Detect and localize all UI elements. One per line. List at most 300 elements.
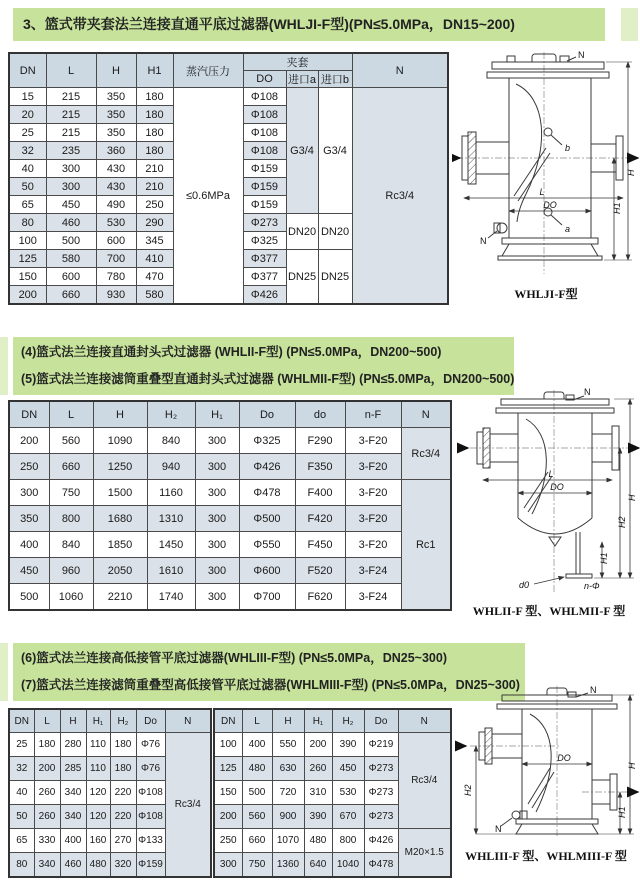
spec-table-whlii bbox=[8, 400, 452, 611]
table-cell: F450 bbox=[295, 532, 345, 558]
table-cell: 500 bbox=[242, 781, 272, 805]
table-cell: 390 bbox=[332, 733, 364, 757]
table-header-cell: DN bbox=[9, 709, 34, 733]
label-h: H bbox=[627, 494, 637, 501]
table-cell: 3-F24 bbox=[345, 558, 401, 584]
label-h: H bbox=[626, 169, 636, 176]
figure-caption: WHLIII-F 型、WHLMIII-F 型 bbox=[465, 849, 627, 863]
table-cell: 15 bbox=[9, 88, 46, 106]
table-cell: 750 bbox=[49, 480, 93, 506]
section-1-right-accent bbox=[621, 8, 638, 41]
table-cell: 600 bbox=[46, 268, 96, 286]
table-cell: 260 bbox=[34, 805, 60, 829]
table-cell: 630 bbox=[272, 757, 304, 781]
figure-caption: WHLII-F 型、WHLMII-F 型 bbox=[472, 604, 626, 618]
table-cell: 350 bbox=[96, 124, 136, 142]
table-cell: DN25 bbox=[286, 250, 318, 305]
table-cell: 200 bbox=[9, 286, 46, 305]
table-cell: 2050 bbox=[93, 558, 147, 584]
table-cell: 1310 bbox=[147, 506, 195, 532]
table-cell: 150 bbox=[9, 268, 46, 286]
table-header-cell: L bbox=[46, 53, 96, 88]
table-cell: 65 bbox=[9, 196, 46, 214]
table-cell: 310 bbox=[304, 781, 332, 805]
table-cell: 800 bbox=[332, 829, 364, 853]
table-cell: Φ108 bbox=[136, 781, 165, 805]
label-n-bottom: N bbox=[495, 824, 502, 834]
section-2-title bbox=[13, 337, 514, 395]
shell bbox=[518, 413, 592, 518]
table-cell: 600 bbox=[96, 232, 136, 250]
table-header-cell: 蒸汽压力 bbox=[173, 53, 243, 88]
cover-flange bbox=[492, 62, 604, 69]
table-cell: Φ325 bbox=[243, 232, 286, 250]
section-3-title bbox=[13, 643, 525, 701]
table-header-cell: L bbox=[49, 401, 93, 428]
table-cell: 480 bbox=[304, 829, 332, 853]
table-row bbox=[9, 428, 451, 454]
table-cell: 1250 bbox=[93, 454, 147, 480]
table-cell: Φ108 bbox=[243, 88, 286, 106]
title-line-5: (5)篮式法兰连接滤筒重叠型直通封头式过滤器 (WHLMII-F型) (PN≤5.0MPa，DN200~500) bbox=[21, 372, 515, 386]
table-cell: 180 bbox=[136, 124, 173, 142]
table-cell: 260 bbox=[34, 781, 60, 805]
table-cell: F400 bbox=[295, 480, 345, 506]
table-cell: 450 bbox=[9, 558, 49, 584]
table-cell: 300 bbox=[214, 853, 242, 878]
table-header-cell: H₁ bbox=[86, 709, 110, 733]
table-header-cell: DN bbox=[214, 709, 242, 733]
table-cell: 450 bbox=[332, 757, 364, 781]
table-cell: 20 bbox=[9, 106, 46, 124]
basket bbox=[516, 84, 545, 222]
table-cell: 220 bbox=[110, 805, 136, 829]
table-cell: 215 bbox=[46, 106, 96, 124]
table-cell: 3-F20 bbox=[345, 480, 401, 506]
label-l: L bbox=[539, 187, 545, 197]
label-a: a bbox=[565, 224, 571, 234]
table-cell: F520 bbox=[295, 558, 345, 584]
table-row bbox=[9, 506, 451, 532]
table-cell: 220 bbox=[110, 781, 136, 805]
table-cell: 32 bbox=[9, 142, 46, 160]
table-cell: 270 bbox=[110, 829, 136, 853]
table-cell: 180 bbox=[110, 733, 136, 757]
table-cell: Φ500 bbox=[239, 506, 295, 532]
table-cell: Φ426 bbox=[364, 829, 398, 853]
table-cell: 340 bbox=[60, 781, 86, 805]
table-cell: 200 bbox=[304, 733, 332, 757]
table-cell: 300 bbox=[195, 454, 239, 480]
table-cell: 160 bbox=[86, 829, 110, 853]
table-row bbox=[214, 709, 451, 733]
table-cell: 1040 bbox=[332, 853, 364, 878]
label-h1: H1 bbox=[617, 806, 627, 818]
table-cell: 200 bbox=[34, 757, 60, 781]
vessel-outline bbox=[477, 392, 619, 578]
table-cell: 410 bbox=[136, 250, 173, 268]
table-cell: 1680 bbox=[93, 506, 147, 532]
table-cell: 110 bbox=[86, 757, 110, 781]
table-cell: 285 bbox=[60, 757, 86, 781]
table-cell: Φ76 bbox=[136, 733, 165, 757]
table-cell: M20×1.5 bbox=[398, 829, 451, 878]
table-cell: Φ159 bbox=[243, 178, 286, 196]
table-cell: 340 bbox=[60, 805, 86, 829]
table-cell: Φ133 bbox=[136, 829, 165, 853]
table-cell: 340 bbox=[34, 853, 60, 878]
table-cell: 350 bbox=[96, 106, 136, 124]
table-header-cell: do bbox=[295, 401, 345, 428]
table-cell: 125 bbox=[9, 250, 46, 268]
table-cell: Φ700 bbox=[239, 584, 295, 611]
table-cell: Φ108 bbox=[243, 142, 286, 160]
table-header-cell: H₁ bbox=[304, 709, 332, 733]
table-cell: 210 bbox=[136, 178, 173, 196]
table-cell: Φ600 bbox=[239, 558, 295, 584]
table-cell: 400 bbox=[9, 532, 49, 558]
bottom-head bbox=[518, 518, 592, 534]
table-cell: 100 bbox=[214, 733, 242, 757]
table-cell: 50 bbox=[9, 805, 34, 829]
table-cell: Rc3/4 bbox=[165, 733, 211, 878]
figure-whlji-drawing bbox=[452, 46, 640, 282]
drain-plug bbox=[549, 537, 561, 546]
support-leg bbox=[576, 532, 580, 574]
table-cell: 500 bbox=[46, 232, 96, 250]
table-cell: 65 bbox=[9, 829, 34, 853]
table-cell: 110 bbox=[86, 733, 110, 757]
table-cell: 530 bbox=[96, 214, 136, 232]
table-cell: Rc3/4 bbox=[352, 88, 448, 305]
table-header-cell: H₂ bbox=[332, 709, 364, 733]
table-header-cell: L bbox=[242, 709, 272, 733]
section-2-left-accent bbox=[0, 337, 8, 395]
vessel-outline bbox=[462, 54, 623, 260]
label-d0: d0 bbox=[518, 580, 530, 590]
table-cell: Φ377 bbox=[243, 250, 286, 268]
table-cell: DN20 bbox=[286, 214, 318, 250]
table-cell: 120 bbox=[86, 805, 110, 829]
table-header-cell: H bbox=[60, 709, 86, 733]
table-cell: 120 bbox=[86, 781, 110, 805]
table-cell: Φ426 bbox=[239, 454, 295, 480]
table-cell: 100 bbox=[9, 232, 46, 250]
table-cell: 180 bbox=[34, 733, 60, 757]
table-cell: 400 bbox=[60, 829, 86, 853]
table-cell: 300 bbox=[9, 480, 49, 506]
table-cell: Φ219 bbox=[364, 733, 398, 757]
table-cell: 250 bbox=[136, 196, 173, 214]
table-cell: Φ159 bbox=[243, 160, 286, 178]
table-cell: 350 bbox=[96, 88, 136, 106]
table-cell: 3-F20 bbox=[345, 454, 401, 480]
table-cell: 80 bbox=[9, 853, 34, 878]
table-cell: Φ426 bbox=[243, 286, 286, 305]
table-cell: 1070 bbox=[272, 829, 304, 853]
table-header-cell: H bbox=[93, 401, 147, 428]
label-n-bottom: N bbox=[480, 236, 487, 246]
label-n-phi: n-Φ bbox=[584, 581, 600, 591]
table-cell: Φ273 bbox=[364, 781, 398, 805]
table-cell: 1610 bbox=[147, 558, 195, 584]
table-cell: Φ159 bbox=[243, 196, 286, 214]
table-cell: Φ108 bbox=[243, 106, 286, 124]
table-cell: 2210 bbox=[93, 584, 147, 611]
table-row bbox=[214, 829, 451, 853]
table-cell: 210 bbox=[136, 160, 173, 178]
table-row bbox=[9, 401, 451, 428]
table-cell: Φ273 bbox=[364, 805, 398, 829]
table-cell: F420 bbox=[295, 506, 345, 532]
table-header-cell: H bbox=[272, 709, 304, 733]
table-cell: 3-F20 bbox=[345, 428, 401, 454]
table-row bbox=[9, 558, 451, 584]
table-cell: F290 bbox=[295, 428, 345, 454]
table-cell: 430 bbox=[96, 160, 136, 178]
table-cell: 750 bbox=[242, 853, 272, 878]
dimension-lines bbox=[476, 695, 634, 834]
table-cell: 1740 bbox=[147, 584, 195, 611]
table-cell: 460 bbox=[46, 214, 96, 232]
figure-whlii-drawing bbox=[456, 386, 640, 600]
label-n-top: N bbox=[590, 685, 597, 695]
label-h2: H2 bbox=[617, 516, 627, 528]
table-cell: 250 bbox=[214, 829, 242, 853]
table-cell: Φ273 bbox=[243, 214, 286, 232]
table-cell: 720 bbox=[272, 781, 304, 805]
basket bbox=[530, 714, 551, 812]
table-cell: Φ478 bbox=[364, 853, 398, 878]
table-cell: Rc3/4 bbox=[401, 428, 451, 480]
table-row bbox=[9, 480, 451, 506]
table-cell: 300 bbox=[46, 178, 96, 196]
table-cell: 580 bbox=[46, 250, 96, 268]
table-cell: 930 bbox=[96, 286, 136, 305]
table-cell: 180 bbox=[136, 106, 173, 124]
spec-table-whliii-right bbox=[213, 708, 452, 878]
table-header-cell: DO bbox=[243, 71, 286, 88]
table-header-cell: N bbox=[398, 709, 451, 733]
table-cell: 3-F24 bbox=[345, 584, 401, 611]
table-cell: 300 bbox=[195, 506, 239, 532]
table-header-cell: N bbox=[401, 401, 451, 428]
table-cell: 400 bbox=[242, 733, 272, 757]
table-cell: 3-F20 bbox=[345, 506, 401, 532]
figure-caption: WHLJI-F型 bbox=[514, 287, 578, 301]
table-cell: 580 bbox=[136, 286, 173, 305]
table-cell: 660 bbox=[46, 286, 96, 305]
table-cell: 660 bbox=[49, 454, 93, 480]
table-cell: 1850 bbox=[93, 532, 147, 558]
table-cell: 390 bbox=[304, 805, 332, 829]
label-h: H bbox=[627, 762, 637, 769]
vessel-outline bbox=[479, 688, 617, 834]
table-cell: DN20 bbox=[318, 214, 352, 250]
table-header-cell: L bbox=[34, 709, 60, 733]
table-header-cell: H₁ bbox=[195, 401, 239, 428]
table-cell: F620 bbox=[295, 584, 345, 611]
table-cell: 300 bbox=[195, 584, 239, 611]
label-do: DO bbox=[550, 482, 564, 492]
label-h1: H1 bbox=[612, 202, 622, 214]
title-line-6: (6)篮式法兰连接高低接管平底过滤器(WHLIII-F型) (PN≤5.0MPa，DN25~300) bbox=[21, 651, 447, 665]
table-cell: Φ325 bbox=[239, 428, 295, 454]
table-cell: 350 bbox=[9, 506, 49, 532]
drain-fitting bbox=[497, 223, 507, 233]
label-h1: H1 bbox=[599, 552, 609, 564]
table-cell: 670 bbox=[332, 805, 364, 829]
table-cell: Φ273 bbox=[364, 757, 398, 781]
table-cell: 25 bbox=[9, 733, 34, 757]
table-cell: 960 bbox=[49, 558, 93, 584]
table-cell: 80 bbox=[9, 214, 46, 232]
table-cell: 235 bbox=[46, 142, 96, 160]
table-header-cell: H₂ bbox=[147, 401, 195, 428]
table-cell: 180 bbox=[110, 757, 136, 781]
table-cell: G3/4 bbox=[318, 88, 352, 214]
label-h2: H2 bbox=[463, 784, 473, 796]
table-cell: 25 bbox=[9, 124, 46, 142]
table-cell: 320 bbox=[110, 853, 136, 878]
table-cell: 150 bbox=[214, 781, 242, 805]
table-row bbox=[9, 53, 448, 71]
table-cell: 300 bbox=[195, 428, 239, 454]
table-cell: 940 bbox=[147, 454, 195, 480]
table-cell: 1090 bbox=[93, 428, 147, 454]
table-cell: 300 bbox=[195, 480, 239, 506]
table-cell: 1450 bbox=[147, 532, 195, 558]
table-header-cell: 夹套 bbox=[243, 53, 352, 71]
table-cell: 360 bbox=[96, 142, 136, 160]
table-cell: 300 bbox=[195, 558, 239, 584]
table-cell: 280 bbox=[60, 733, 86, 757]
table-cell: 660 bbox=[242, 829, 272, 853]
table-cell: 180 bbox=[136, 142, 173, 160]
table-cell: Φ478 bbox=[239, 480, 295, 506]
table-cell: 480 bbox=[86, 853, 110, 878]
table-cell: 330 bbox=[34, 829, 60, 853]
table-cell: Φ108 bbox=[136, 805, 165, 829]
table-cell: 300 bbox=[195, 532, 239, 558]
table-cell: 780 bbox=[96, 268, 136, 286]
table-cell: 300 bbox=[46, 160, 96, 178]
spec-table-whliii-left bbox=[8, 708, 212, 878]
table-cell: Rc3/4 bbox=[398, 733, 451, 829]
table-cell: Φ108 bbox=[243, 124, 286, 142]
table-cell: Rc1 bbox=[401, 480, 451, 611]
table-row bbox=[9, 733, 211, 757]
table-header-cell: N bbox=[165, 709, 211, 733]
table-cell: 215 bbox=[46, 88, 96, 106]
table-cell: Φ550 bbox=[239, 532, 295, 558]
table-header-cell: 进口a bbox=[286, 71, 318, 88]
table-cell: 200 bbox=[214, 805, 242, 829]
label-do: DO bbox=[543, 200, 557, 210]
table-header-cell: DN bbox=[9, 53, 46, 88]
table-cell: 460 bbox=[60, 853, 86, 878]
table-row bbox=[9, 584, 451, 611]
table-cell: 215 bbox=[46, 124, 96, 142]
table-cell: G3/4 bbox=[286, 88, 318, 214]
table-cell: ≤0.6MPa bbox=[173, 88, 243, 305]
table-cell: Φ76 bbox=[136, 757, 165, 781]
table-cell: 40 bbox=[9, 160, 46, 178]
table-cell: 125 bbox=[214, 757, 242, 781]
table-cell: 530 bbox=[332, 781, 364, 805]
table-header-cell: n-F bbox=[345, 401, 401, 428]
table-row bbox=[9, 88, 448, 106]
table-cell: 640 bbox=[304, 853, 332, 878]
table-cell: 450 bbox=[46, 196, 96, 214]
title-line-4: (4)篮式法兰连接直通封头式过滤器 (WHLII-F型) (PN≤5.0MPa，DN200~500) bbox=[21, 345, 442, 359]
table-header-cell: N bbox=[352, 53, 448, 88]
table-cell: 1060 bbox=[49, 584, 93, 611]
label-n: N bbox=[584, 387, 591, 397]
table-cell: 250 bbox=[9, 454, 49, 480]
table-header-cell: Do bbox=[239, 401, 295, 428]
section-1-title: 3、篮式带夹套法兰连接直通平底过滤器(WHLJI-F型)(PN≤5.0MPa，DN15~200) bbox=[13, 8, 605, 41]
table-row bbox=[9, 709, 211, 733]
table-header-cell: Do bbox=[364, 709, 398, 733]
table-cell: 430 bbox=[96, 178, 136, 196]
foot-plate bbox=[566, 574, 592, 578]
table-cell: DN25 bbox=[318, 250, 352, 305]
table-header-cell: DN bbox=[9, 401, 49, 428]
table-cell: 500 bbox=[9, 584, 49, 611]
label-n-top: N bbox=[578, 50, 585, 60]
table-cell: 840 bbox=[147, 428, 195, 454]
table-cell: 560 bbox=[242, 805, 272, 829]
cover-flange bbox=[501, 399, 609, 405]
table-cell: 560 bbox=[49, 428, 93, 454]
spec-table-whlji bbox=[8, 52, 449, 305]
table-cell: 3-F20 bbox=[345, 532, 401, 558]
section-3-left-accent bbox=[0, 643, 8, 701]
table-cell: 180 bbox=[136, 88, 173, 106]
table-cell: 1360 bbox=[272, 853, 304, 878]
table-cell: 900 bbox=[272, 805, 304, 829]
table-cell: 260 bbox=[304, 757, 332, 781]
table-cell: 1500 bbox=[93, 480, 147, 506]
table-cell: 470 bbox=[136, 268, 173, 286]
drain-fitting bbox=[512, 811, 520, 819]
table-cell: 490 bbox=[96, 196, 136, 214]
table-cell: 840 bbox=[49, 532, 93, 558]
label-do: DO bbox=[557, 753, 571, 763]
label-l: L bbox=[548, 469, 554, 479]
table-cell: 1160 bbox=[147, 480, 195, 506]
table-cell: Φ377 bbox=[243, 268, 286, 286]
table-cell: 700 bbox=[96, 250, 136, 268]
table-header-cell: H₂ bbox=[110, 709, 136, 733]
title-line-7: (7)篮式法兰连接滤筒重叠型高低接管平底过滤器(WHLMIII-F型) (PN≤5.0MPa，DN25~300) bbox=[21, 678, 520, 692]
table-cell: 290 bbox=[136, 214, 173, 232]
table-cell: F350 bbox=[295, 454, 345, 480]
table-cell: 32 bbox=[9, 757, 34, 781]
table-row bbox=[214, 733, 451, 757]
table-row bbox=[9, 454, 451, 480]
dimension-lines bbox=[464, 62, 632, 260]
table-header-cell: Do bbox=[136, 709, 165, 733]
table-cell: 40 bbox=[9, 781, 34, 805]
table-cell: 345 bbox=[136, 232, 173, 250]
label-b: b bbox=[565, 143, 571, 153]
table-header-cell: H bbox=[96, 53, 136, 88]
table-row bbox=[9, 532, 451, 558]
table-cell: 800 bbox=[49, 506, 93, 532]
table-header-cell: 进口b bbox=[318, 71, 352, 88]
